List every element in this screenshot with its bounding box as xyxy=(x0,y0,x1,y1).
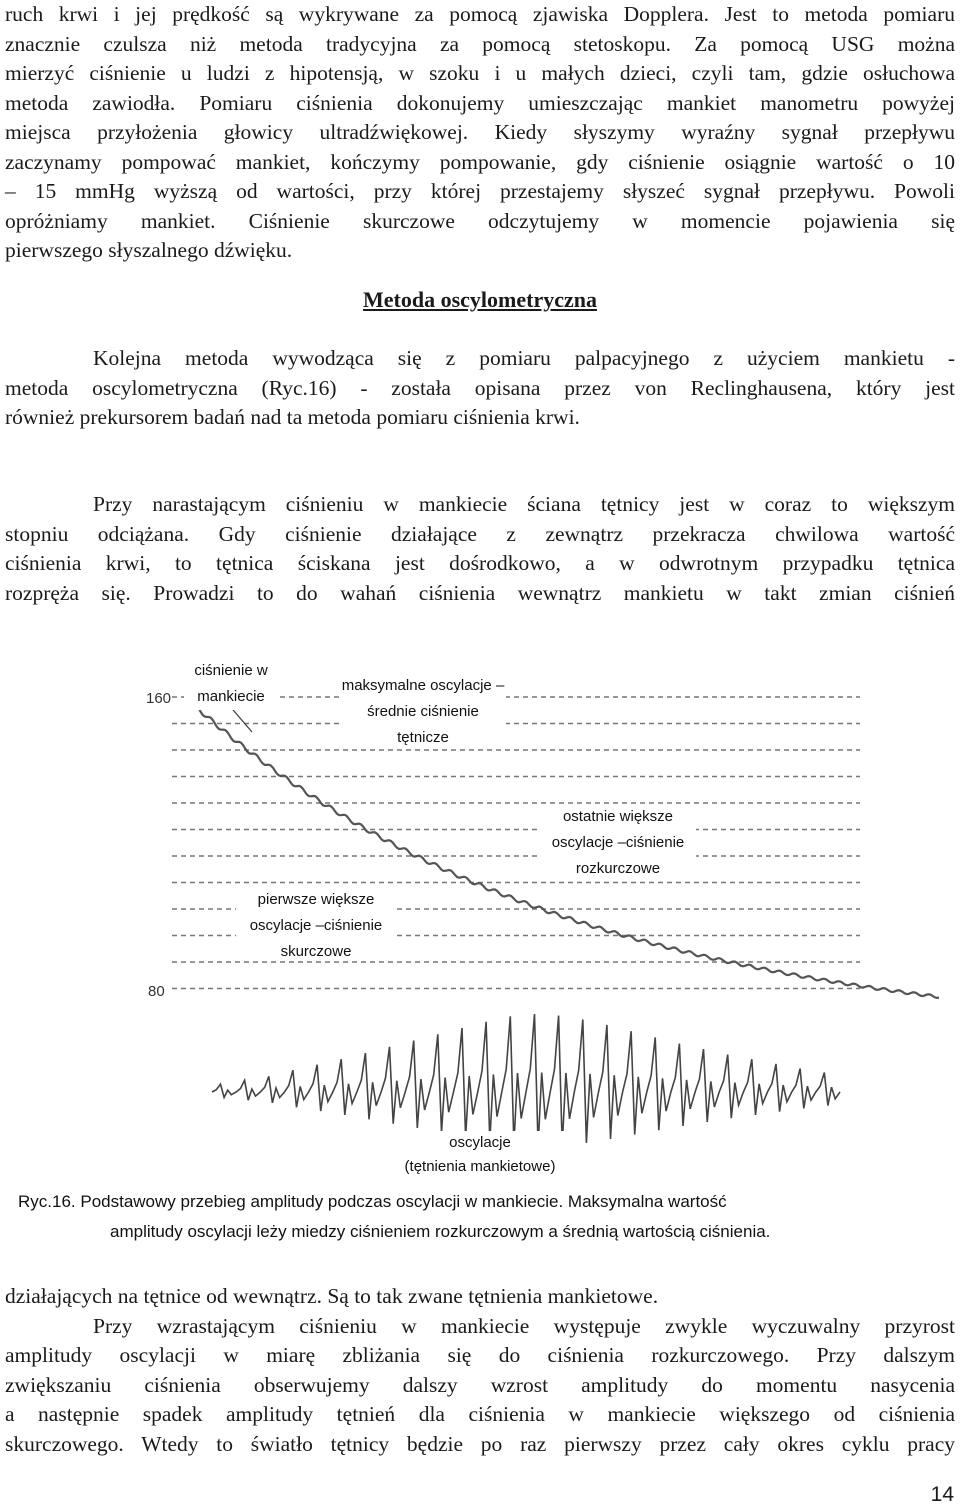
text-line: rozpręża się. Prowadzi to do wahań ciśnienia wewnątrz mankietu w takt zmian ciśnień xyxy=(5,580,955,605)
text-line: metoda oscylometryczna (Ryc.16) - została opisana przez von Reclinghausena, który jest xyxy=(5,375,955,400)
label-cuff-pulsations: (tętnienia mankietowe) xyxy=(380,1155,580,1181)
text-line: amplitudy oscylacji w miarę zbliżania się do ciśnienia rozkurczowego. Przy dalszym xyxy=(5,1343,955,1367)
text-line: zwiększaniu ciśnienia obserwujemy dalszy wzrost amplitudy do momentu nasycenia xyxy=(5,1372,955,1397)
label-oscillations: oscylacje xyxy=(380,1131,580,1157)
text-line: stopniu odciążana. Gdy ciśnienie działające z zewnątrz przekracza chwilowa wartość xyxy=(5,521,955,546)
text-line: znacznie czulsza niż metoda tradycyjna za pomocą stetoskopu. Za pomocą USG można xyxy=(5,31,955,56)
y-tick-80: 80 xyxy=(148,983,165,1000)
text-line: – 15 mmHg wyższą od wartości, przy której przestajemy słyszeć sygnał przepływu. Powoli xyxy=(5,179,955,203)
text-line: również prekursorem badań nad ta metoda pomiaru ciśnienia krwi. xyxy=(5,405,580,429)
text-line: metoda zawiodła. Pomiaru ciśnienia dokonujemy umieszczając mankiet manometru powyżej xyxy=(5,90,955,115)
figure-caption-line2: amplitudy oscylacji leży miedzy ciśnieniem rozkurczowym a średnią wartością ciśnienia. xyxy=(110,1222,771,1241)
y-tick-160: 160 xyxy=(146,690,172,707)
label-last-oscillations: ostatnie większe oscylacje –ciśnienie rozkurczowe xyxy=(540,804,696,868)
label-cuff-pressure: ciśnienie w mankiecie xyxy=(184,658,278,710)
oscillation-path xyxy=(212,1014,840,1147)
figure-oscillometric xyxy=(140,652,960,1182)
text-line: ruch krwi i jej prędkość są wykrywane za pomocą zjawiska Dopplera. Jest to metoda pomiaru xyxy=(5,2,955,26)
text-line: Przy narastającym ciśnieniu w mankiecie ściana tętnicy jest w coraz to większym xyxy=(93,492,955,516)
paragraph-pressure xyxy=(5,490,955,608)
text-line: Przy wzrastającym ciśnieniu w mankiecie występuje zwykle wyczuwalny przyrost xyxy=(93,1313,955,1338)
oscillation-trace xyxy=(212,1014,840,1147)
paragraph-amplitude xyxy=(5,1282,955,1459)
section-heading: Metoda oscylometryczna xyxy=(363,287,597,312)
text-line: ciśnienia krwi, to tętnica ściskana jest dośrodkowo, a w odwrotnym przypadku tętnica xyxy=(5,551,955,575)
page-number: 14 xyxy=(930,1483,954,1506)
text-line: pierwszego słyszalnego dźwięku. xyxy=(5,238,293,262)
label-first-oscillations: pierwsze większe oscylacje –ciśnienie skurczowe xyxy=(236,887,396,951)
figure-caption-line1: Ryc.16. Podstawowy przebieg amplitudy podczas oscylacji w mankiecie. Maksymalna wartość xyxy=(18,1192,727,1211)
text-line: a następnie spadek amplitudy tętnień dla ciśnienia w mankiecie większego od ciśnienia xyxy=(5,1402,955,1426)
text-line: skurczowego. Wtedy to światło tętnicy będzie po raz pierwszy przez cały okres cyklu pracy xyxy=(5,1431,955,1456)
text-line: opróżniamy mankiet. Ciśnienie skurczowe odczytujemy w momencie pojawienia się xyxy=(5,208,955,233)
paragraph-doppler xyxy=(5,0,955,266)
text-line: miejsca przyłożenia głowicy ultradźwiękowej. Kiedy słyszymy wyraźny sygnał przepływu xyxy=(5,120,955,144)
text-line: zaczynamy pompować mankiet, kończymy pompowanie, gdy ciśnienie osiągnie wartość o 10 xyxy=(5,149,955,174)
text-line: działających na tętnice od wewnątrz. Są to tak zwane tętnienia mankietowe. xyxy=(5,1284,659,1308)
text-line: mierzyć ciśnienie u ludzi z hipotensją, w szoku i u małych dzieci, czyli tam, gdzie osłuchowa xyxy=(5,61,955,85)
label-max-oscillations: maksymalne oscylacje – średnie ciśnienie tętnicze xyxy=(340,673,506,737)
paragraph-intro xyxy=(5,344,955,433)
text-line: Kolejna metoda wywodząca się z pomiaru palpacyjnego z użyciem mankietu - xyxy=(93,346,955,370)
